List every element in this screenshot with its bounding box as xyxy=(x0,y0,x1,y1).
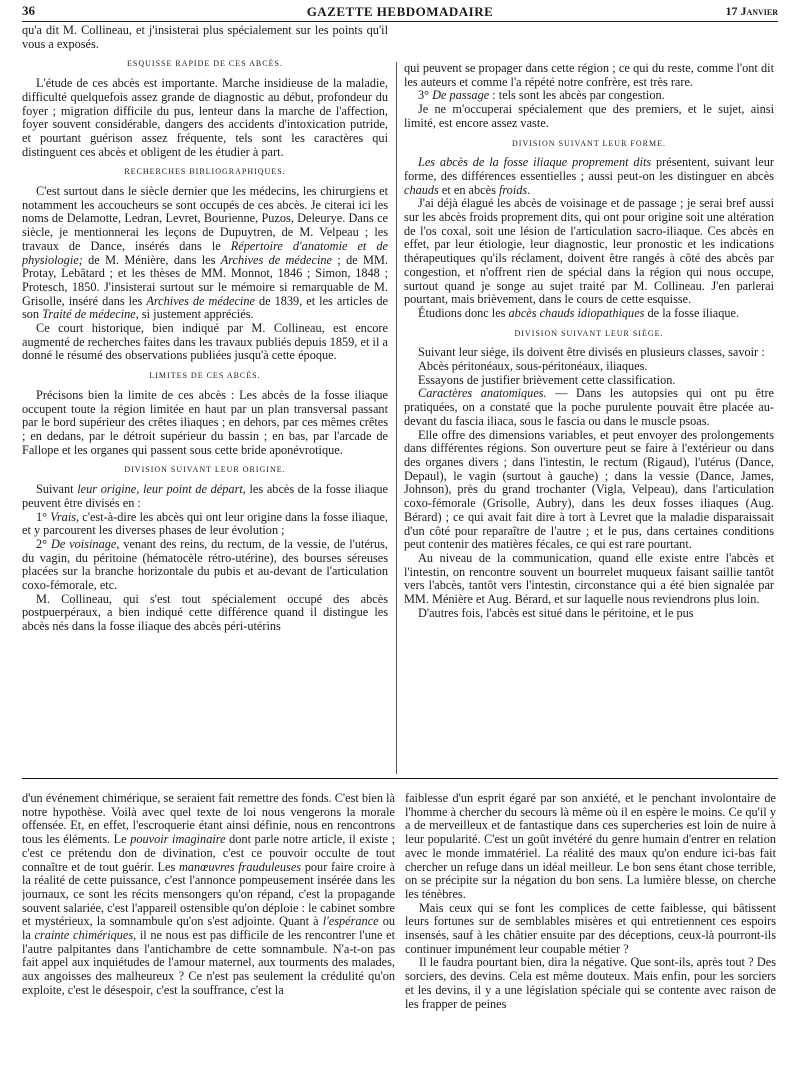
text-run: Étudions donc les xyxy=(418,305,509,320)
paragraph xyxy=(404,374,774,388)
text-run: M. Collineau, qui s'est tout spécialement occupé des abcès postpuerpéraux, a bien indiqué cette différence quand il distingue les abcès nés dans la fosse iliaque des abcès péri-utérins xyxy=(22,591,388,634)
text-run: présentent, suivant leur forme, des différences essentielles ; aussi peut-on les distinguer en abcès xyxy=(404,155,774,183)
paragraph xyxy=(22,185,388,322)
italic-run: Traité de médecine xyxy=(42,307,136,322)
text-run: , il ne nous est pas difficile de les rencontrer l'une et l'autre palpitantes dans l'antichambre de cette somnambule. N'a-t-on pas fait appel aux inquiétudes de l'amour maternel, aux tourments des malades, aux angoisses des malheureux ? Ce n'est pas seulement la crédulité qu'on exploite, c'est le désespoir, c'est la souffrance, c'est la xyxy=(22,928,395,997)
paragraph xyxy=(404,103,774,130)
italic-run: De voisinage xyxy=(50,536,117,551)
bottom-left-column xyxy=(22,792,395,1078)
paragraph xyxy=(405,792,776,902)
italic-run: l'espérance xyxy=(322,914,379,929)
journal-title: GAZETTE HEBDOMADAIRE xyxy=(306,4,494,19)
italic-run: Caractères anatomiques. xyxy=(418,386,547,401)
paragraph xyxy=(22,24,388,51)
italic-run: De passage xyxy=(432,88,490,103)
text-run: D'autres fois, l'abcès est situé dans le péritoine, et le pus xyxy=(418,605,694,620)
paragraph xyxy=(22,511,388,538)
text-run: Au niveau de la communication, quand elle existe entre l'abcès et l'intestin, on rencontre souvent un bourrelet muqueux faisant saillie tantôt vers l'abcès, tantôt vers l'intestin, circonstance qui a été bien signalée par MM. Ménière et Aug. Bérard, et sur laquelle nous reviendrons plus loin. xyxy=(404,550,774,607)
text-run: . xyxy=(527,182,531,197)
text-run: , si justement appréciés. xyxy=(135,307,254,322)
paragraph xyxy=(22,593,388,634)
header-rule xyxy=(22,21,778,22)
text-run: faiblesse d'un esprit égaré par son anxiété, et le penchant involontaire de l'homme à chercher du secours là même où il en espère le moins. Ce qu'il y a de merveilleux et de fantastique dans ces supercheries est loin de nuire à leur popularité. C'est un goût invétéré du genre humain d'entrer en relation avec le monde immatériel. La réalité des maux qu'on endure ici-bas fait chercher un refuge dans un idéal meilleur. Le bon sens étant chose terrible, on se précipite sur la négation du bon sens. La lumière blesse, on cherche les ténèbres. xyxy=(405,792,776,901)
text-run: C'est surtout dans le siècle dernier que les médecins, les chirurgiens et notamment les accoucheurs se sont occupés de ces abcès. Je citerai ici les noms de Delamotte, Ledran, Levret, Bourienne, Puzos, Deleurye. Dans ce siècle, je mentionnerai les leçons de Dupuytren, de M. Velpeau ; les travaux de Dance, insérés dans le xyxy=(22,184,388,253)
paragraph xyxy=(404,387,774,428)
text-run: Mais ceux qui se font les complices de cette faiblesse, qui bâtissent leurs fortunes sur de semblables misères et qui entretiennent ces espoirs insensés, sauf à les châtier ensuite par des déceptions, ceux-là pourront-ils continuer impunément leur coupable métier ? xyxy=(405,900,776,956)
text-run: Abcès péritonéaux, sous-péritonéaux, iliaques. xyxy=(418,359,648,374)
italic-run: Archives de médecine xyxy=(220,252,332,267)
italic-run: manœuvres frauduleuses xyxy=(178,859,302,874)
text-run: Précisons bien la limite de ces abcès : Les abcès de la fosse iliaque occupent toute la région limitée en haut par un plan transversal passant par le bord supérieur des crêtes iliaques ; en dehors, par ces mêmes crêtes ; en dedans, par le détroit supérieur du bassin ; en bas, par l'arcade de Fallope et les organes qui passent sous cette bride aponévrotique. xyxy=(22,387,388,457)
paragraph xyxy=(404,429,774,552)
italic-run: chauds xyxy=(404,182,439,197)
section-heading: DIVISION SUIVANT LEUR ORIGINE. xyxy=(124,465,286,475)
text-run: de 1839, et les articles de son xyxy=(22,293,388,322)
section-heading: ESQUISSE RAPIDE DE CES ABCÈS. xyxy=(127,59,283,69)
paragraph xyxy=(404,360,774,374)
bottom-right-column xyxy=(405,792,776,1078)
column-divider xyxy=(396,62,397,774)
text-run: , c'est-à-dire les abcès qui ont leur origine dans la fosse iliaque, et y parcourent les diverses phases de leur évolution ; xyxy=(22,509,388,538)
top-left-column xyxy=(22,24,388,772)
text-run: 2° xyxy=(36,536,51,551)
text-run: — Dans les autopsies qui ont pu être pratiquées, on a constaté que la poche purulente pouvait être placée au-devant du fascia iliaca, sous le fascia ou dans le muscle psoas. xyxy=(404,386,774,428)
italic-run: Répertoire d'anatomie et de physiologie; xyxy=(22,238,388,267)
text-run: de M. Ménière, dans les xyxy=(82,252,221,267)
italic-run: Archives de médecine xyxy=(146,293,255,308)
italic-run: leur origine, leur point de départ xyxy=(77,482,243,497)
paragraph xyxy=(22,389,388,458)
text-run: Ce court historique, bien indiqué par M. Collineau, est encore augmenté de recherches faites dans les travaux publiés depuis 1859, et il a donné le résumé des observations publiées jusqu'à cette époque. xyxy=(22,321,388,363)
text-run: Il le faudra pourtant bien, dira la négative. Que sont-ils, après tout ? Des sorciers, des devins. Cela est même douteux. Mais enfin, pour les sorciers et les devins, il y a une législation spéciale qui se contente avec raison de les frapper de peines xyxy=(405,955,776,1011)
text-run: 3° xyxy=(418,88,433,103)
text-run: 1° xyxy=(36,509,51,524)
italic-run: froids xyxy=(498,182,528,197)
italic-run: pouvoir imaginaire xyxy=(130,832,226,847)
text-run: qui peuvent se propager dans cette région ; ce qui du reste, comme l'ont dit les auteurs et comme l'a répété notre confrère, est très rare. xyxy=(404,62,774,89)
text-run: dont parle notre article, il existe ; c'est ce prétendu don de divination, c'est ce pouvoir occulte de tout connaître et de tout guérir. Les xyxy=(22,832,395,874)
text-run: Essayons de justifier brièvement cette classification. xyxy=(418,372,676,387)
text-run: , venant des reins, du rectum, de la vessie, de l'utérus, du vagin, du péritoine (hématocèle rétro-utérine), des bourses séreuses placées sur la branche horizontale du pubis et au-devant de l'articulation coxo-fémorale, etc. xyxy=(22,536,388,593)
paragraph xyxy=(404,552,774,607)
text-run: de la fosse iliaque. xyxy=(644,305,740,320)
section-heading: DIVISION SUIVANT LEUR SIÈGE. xyxy=(514,328,664,338)
paragraph xyxy=(404,197,774,307)
text-run: J'ai déjà élagué les abcès de voisinage et de passage ; je serai bref aussi sur les abcès froids proprement dits, qui ont pour origine soit une altération de l'os coxal, soit une lésion de l'articulation sacro-iliaque. Ces abcès en effet, par leur étiologie, leur diagnostic, leur pronostic et les indications thérapeutiques qu'ils réclament, doivent être rangés à côté des abcès par congestion, et n'offrent rien de spécial dans la région qui nous occupe, surtout quand je songe au sujet traité par M. Collineau. J'en parlerai pourtant, mais brièvement, dans le cours de cette esquisse. xyxy=(404,196,774,307)
text-run: ou la xyxy=(22,914,395,943)
paragraph xyxy=(404,156,774,197)
text-run: Je ne m'occuperai spécialement que des premiers, et le sujet, ainsi limité, est encore assez vaste. xyxy=(404,102,774,130)
paragraph xyxy=(404,62,774,89)
paragraph xyxy=(22,538,388,593)
text-run: Suivant leur siége, ils doivent être divisés en plusieurs classes, savoir : xyxy=(418,345,765,360)
paragraph xyxy=(22,792,395,998)
text-run: : tels sont les abcès par congestion. xyxy=(489,88,665,103)
top-right-column xyxy=(404,62,774,775)
text-run: d'un événement chimérique, se seraient fait remettre des fonds. C'est bien là notre hypothèse. Voilà avec quel texte de loi nous vengerons la morale offensée. Et, en effet, l'escroquerie étant ainsi définie, nous en rencontrons tous les éléments. Le xyxy=(22,792,395,847)
text-run: Suivant xyxy=(36,482,78,497)
text-run: L'étude de ces abcès est importante. Marche insidieuse de la maladie, difficulté quelquefois assez grande de diagnostic au début, profondeur du foyer ; migration difficile du pus, lenteur dans la marche de l'affection, foyer souvent considérable, dangers des accidents d'intoxication putride, et pourtant guérison assez fréquente, tels sont les caractères qui distinguent ces abcès et obligent de les étudier à part. xyxy=(22,76,388,159)
text-run: ; de MM. Protay, Lebâtard ; et les thèses de MM. Monnot, 1846 ; Simon, 1848 ; Protesch, 1850. J'insisterai surtout sur le mémoire si remarquable de M. Grisolle, inséré dans les xyxy=(22,252,388,308)
italic-run: abcès chauds idiopathiques xyxy=(508,305,645,320)
italic-run: crainte chimériques xyxy=(34,928,134,943)
text-run: pour faire croire à la réalité de cette puissance, c'est l'annonce pompeusement insérée dans les journaux, ce sont les récits mensongers qu'on répand, c'est la propagande souvent salariée, c'est l'appareil ostensible qu'on déploie : le cabinet sombre et mystérieux, la somnambule qu'on s'est adjointe. Quant à xyxy=(22,859,395,929)
paragraph xyxy=(405,956,776,1011)
page-number: 36 xyxy=(22,3,35,18)
feuilleton-rule xyxy=(22,778,778,779)
paragraph xyxy=(405,902,776,957)
paragraph xyxy=(22,77,388,159)
section-heading: RECHERCHES BIBLIOGRAPHIQUES. xyxy=(124,167,286,177)
text-run: et en abcès xyxy=(438,182,499,197)
text-run: qu'a dit M. Collineau, et j'insisterai plus spécialement sur les points qu'il vous a exposés. xyxy=(22,24,388,51)
italic-run: Vrais xyxy=(50,509,77,524)
text-run: , les abcès de la fosse iliaque peuvent être divisés en : xyxy=(22,482,388,510)
paragraph xyxy=(404,607,774,621)
issue-date: 17 Janvier xyxy=(725,4,778,18)
paragraph xyxy=(404,346,774,360)
page-header xyxy=(0,0,800,26)
italic-run: Les abcès de la fosse iliaque proprement dits xyxy=(418,155,652,170)
section-heading: LIMITES DE CES ABCÈS. xyxy=(149,371,261,381)
paragraph xyxy=(404,307,774,321)
text-run: Elle offre des dimensions variables, et peut envoyer des prolongements dans différentes régions. Son ouverture peut se faire à l'extérieur ou dans des organes divers ; dans l'intestin, le rectum (Rigaud), l'utérus (Dance, Depaul), le vagin (surtout à gauche) ; dans la vessie (Dance, James, Johnson), près du grand trochanter (Vigla, Velpeau), dans l'articulation coxo-fémorale (Grisolle, Aubry), dans les deux fosses iliaques (Aug. Bérard) ; ce qui avait fait dire à tort à Levret que la maladie disparaissait d'un côté pour reparaître de l'autre ; et le pus, dans certaines conditions peut contenir des matières fécales, ce qui est rare pourtant. xyxy=(404,427,774,552)
paragraph xyxy=(22,322,388,363)
paragraph xyxy=(22,483,388,510)
section-heading: DIVISION SUIVANT LEUR FORME. xyxy=(512,138,666,148)
paragraph xyxy=(404,89,774,103)
